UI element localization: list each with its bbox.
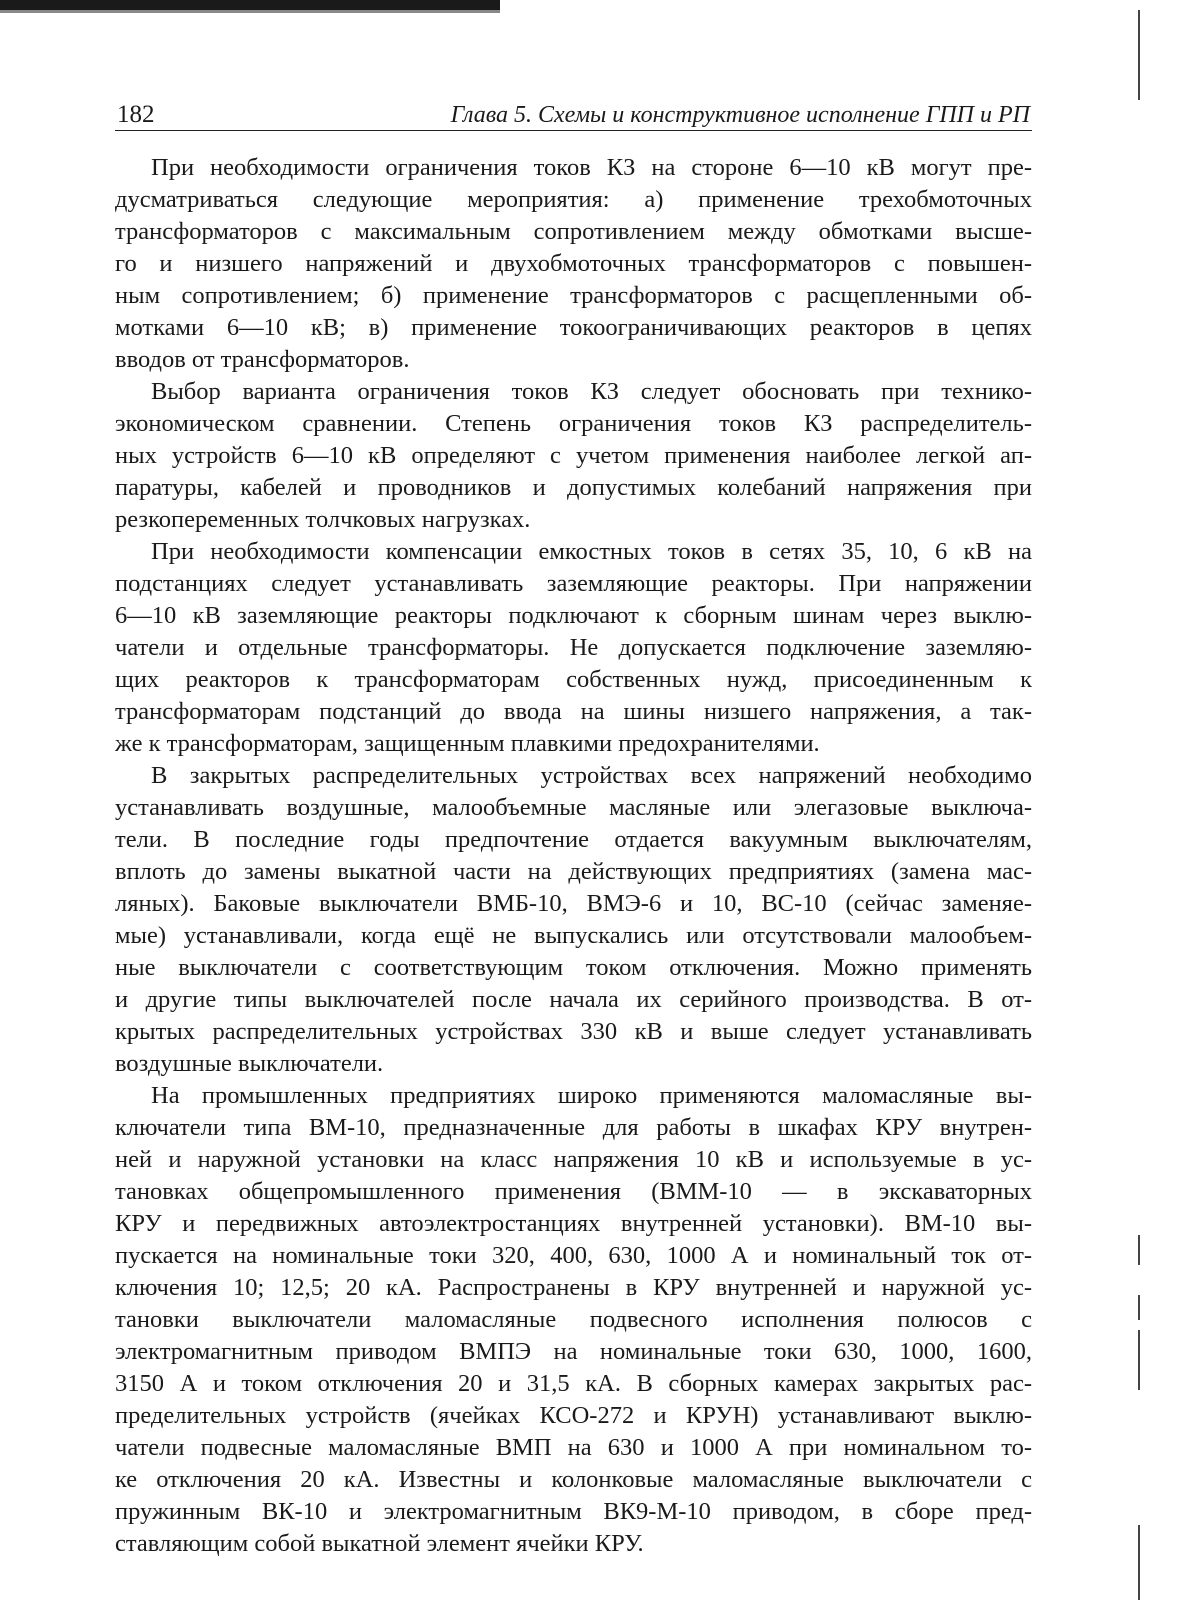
text-line: устанавливать воздушные, малообъемные масляные или элегазовые выключа- <box>115 794 1032 821</box>
paragraph <box>115 376 1032 536</box>
text-line: мотками 6—10 кВ; в) применение токоограничивающих реакторов в цепях <box>115 314 1032 341</box>
text-line: дусматриваться следующие мероприятия: а) применение трехобмоточных <box>115 186 1032 213</box>
text-line: резкопеременных толчковых нагрузках. <box>115 506 531 533</box>
scan-edge-mark <box>1138 1330 1140 1390</box>
text-line: подстанциях следует устанавливать заземляющие реакторы. При напряжении <box>115 570 1032 597</box>
page-number: 182 <box>117 101 155 128</box>
body-text <box>115 152 1032 1560</box>
text-line: го и низшего напряжений и двухобмоточных трансформаторов с повышен- <box>115 250 1032 277</box>
text-line: тановки выключатели маломасляные подвесного исполнения полюсов с <box>115 1306 1032 1333</box>
text-line: пружинным ВК-10 и электромагнитным ВК9-М-10 приводом, в сборе пред- <box>115 1498 1032 1525</box>
text-line: же к трансформаторам, защищенным плавкими предохранителями. <box>115 730 820 757</box>
text-line: чатели подвесные маломасляные ВМП на 630 и 1000 А при номинальном то- <box>115 1434 1032 1461</box>
text-line: ных устройств 6—10 кВ определяют с учетом применения наиболее легкой ап- <box>115 442 1032 469</box>
text-line: ставляющим собой выкатной элемент ячейки КРУ. <box>115 1530 644 1557</box>
text-line: 3150 А и током отключения 20 и 31,5 кА. В сборных камерах закрытых рас- <box>115 1370 1032 1397</box>
scan-edge-mark <box>1138 1525 1140 1600</box>
text-line: ключатели типа ВМ-10, предназначенные для работы в шкафах КРУ внутрен- <box>115 1114 1032 1141</box>
text-line: ляных). Баковые выключатели ВМБ-10, ВМЭ-6 и 10, ВС-10 (сейчас заменяе- <box>115 890 1032 917</box>
text-line: паратуры, кабелей и проводников и допустимых колебаний напряжения при <box>115 474 1032 501</box>
text-line: трансформаторам подстанций до ввода на шины низшего напряжения, а так- <box>115 698 1032 725</box>
text-line: и другие типы выключателей после начала их серийного производства. В от- <box>115 986 1032 1013</box>
text-line: вплоть до замены выкатной части на действующих предприятиях (замена мас- <box>115 858 1032 885</box>
text-line: воздушные выключатели. <box>115 1050 384 1077</box>
text-line: В закрытых распределительных устройствах всех напряжений необходимо <box>151 762 1032 789</box>
text-line: При необходимости ограничения токов КЗ на стороне 6—10 кВ могут пре- <box>151 154 1032 181</box>
text-line: ке отключения 20 кА. Известны и колонковые маломасляные выключатели с <box>115 1466 1032 1493</box>
text-line: трансформаторов с максимальным сопротивлением между обмотками высше- <box>115 218 1032 245</box>
text-line: пределительных устройств (ячейках КСО-272 и КРУН) устанавливают выклю- <box>115 1402 1032 1429</box>
text-line: тановках общепромышленного применения (ВММ-10 — в экскаваторных <box>115 1178 1032 1205</box>
scan-edge-mark <box>1138 1235 1140 1265</box>
text-line: ные выключатели с соответствующим током отключения. Можно применять <box>115 954 1032 981</box>
text-line: Выбор варианта ограничения токов КЗ следует обосновать при технико- <box>151 378 1032 405</box>
running-head <box>115 100 1032 131</box>
text-line: крытых распределительных устройствах 330 кВ и выше следует устанавливать <box>115 1018 1032 1045</box>
text-line: мые) устанавливали, когда ещё не выпускались или отсутствовали малообъем- <box>115 922 1032 949</box>
paragraph <box>115 152 1032 376</box>
text-line: ней и наружной установки на класс напряжения 10 кВ и используемые в ус- <box>115 1146 1032 1173</box>
paragraph <box>115 760 1032 1080</box>
text-line: экономическом сравнении. Степень ограничения токов КЗ распределитель- <box>115 410 1032 437</box>
text-line: 6—10 кВ заземляющие реакторы подключают к сборным шинам через выклю- <box>115 602 1032 629</box>
text-line: тели. В последние годы предпочтение отдается вакуумным выключателям, <box>115 826 1032 853</box>
text-line: На промышленных предприятиях широко применяются маломасляные вы- <box>151 1082 1032 1109</box>
paragraph <box>115 536 1032 760</box>
text-line: вводов от трансформаторов. <box>115 346 410 373</box>
text-line: пускается на номинальные токи 320, 400, 630, 1000 А и номинальный ток от- <box>115 1242 1032 1269</box>
text-line: чатели и отдельные трансформаторы. Не допускается подключение заземляю- <box>115 634 1032 661</box>
text-line: ным сопротивлением; б) применение трансформаторов с расщепленными об- <box>115 282 1032 309</box>
text-line: электромагнитным приводом ВМПЭ на номинальные токи 630, 1000, 1600, <box>115 1338 1032 1365</box>
text-line: щих реакторов к трансформаторам собственных нужд, присоединенным к <box>115 666 1032 693</box>
text-line: ключения 10; 12,5; 20 кА. Распространены в КРУ внутренней и наружной ус- <box>115 1274 1032 1301</box>
scan-edge-mark <box>1138 1295 1140 1320</box>
text-line: КРУ и передвижных автоэлектростанциях внутренней установки). ВМ-10 вы- <box>115 1210 1032 1237</box>
scan-edge-mark <box>1138 10 1140 100</box>
scan-top-border <box>0 0 500 14</box>
paragraph <box>115 1080 1032 1560</box>
text-line: При необходимости компенсации емкостных токов в сетях 35, 10, 6 кВ на <box>151 538 1032 565</box>
chapter-title: Глава 5. Схемы и конструктивное исполнение ГПП и РП <box>450 102 1030 128</box>
